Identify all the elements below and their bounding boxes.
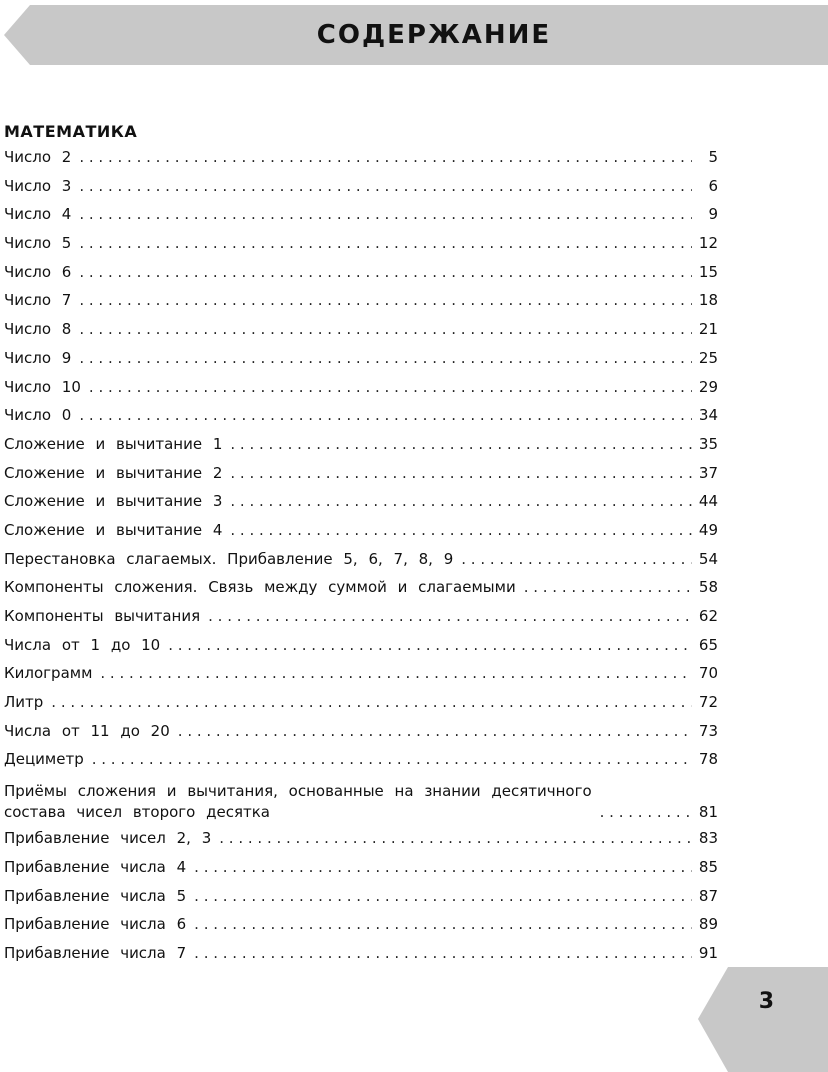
dot-leader: [524, 578, 692, 596]
toc-entry-add-7[interactable]: [4, 944, 718, 973]
dot-leader: [461, 550, 692, 568]
dot-leader: [79, 205, 692, 223]
toc-entry-addsub-2[interactable]: [4, 464, 718, 493]
dot-leader: [230, 464, 692, 482]
toc-entry-chislo-9[interactable]: [4, 349, 718, 378]
toc-entry-label: Число 7: [4, 291, 72, 310]
toc-entry-label: Сложение и вычитание 4: [4, 520, 223, 539]
dot-leader: [100, 664, 692, 682]
header-band: [0, 5, 828, 65]
page-corner: [698, 967, 828, 1072]
toc-entry-label: Литр: [4, 693, 44, 712]
page-number: 3: [758, 989, 774, 1014]
toc-entry-label: Прибавление числа 5: [4, 886, 187, 905]
toc-entry-page: 5: [708, 148, 718, 166]
toc-entry-label: Килограмм: [4, 664, 93, 683]
toc-entry-page: 54: [698, 549, 718, 568]
toc-entry-label: Компоненты сложения. Связь между суммой и слагаемыми: [4, 578, 516, 597]
toc-entry-label: Число 5: [4, 234, 72, 253]
toc-entry-label: Прибавление числа 6: [4, 915, 187, 934]
toc-entry-page: 62: [698, 607, 718, 625]
toc-entry-page: 6: [708, 176, 718, 195]
toc-entry-addsub-4[interactable]: [4, 521, 718, 550]
toc-entry-addsub-3[interactable]: [4, 492, 718, 521]
dot-leader: [600, 802, 692, 823]
toc-entry-label-line2: состава чисел второго десятка: [4, 803, 270, 822]
toc-entry-decimal-techniques[interactable]: [4, 779, 718, 829]
toc-entry-chislo-3[interactable]: [4, 177, 718, 206]
toc-entry-add-5[interactable]: [4, 887, 718, 916]
toc-entry-chislo-7[interactable]: [4, 291, 718, 320]
toc-entry-page: 44: [698, 492, 718, 511]
toc-entry-commutative[interactable]: [4, 550, 718, 579]
dot-leader: [194, 915, 692, 933]
dot-leader: [89, 378, 692, 396]
toc-entry-chislo-4[interactable]: [4, 205, 718, 234]
dot-leader: [79, 177, 692, 195]
toc-entry-label: Число 2: [4, 148, 72, 166]
toc-entry-page: 18: [698, 291, 718, 310]
toc-entry-page: 9: [708, 205, 718, 224]
toc-entry-page: 78: [698, 750, 718, 769]
toc-entry-numbers-11-20[interactable]: [4, 722, 718, 751]
dot-leader: [79, 263, 692, 281]
toc-entry-chislo-2[interactable]: [4, 148, 718, 177]
dot-leader: [230, 435, 692, 453]
toc-entry-label: Число 4: [4, 205, 72, 224]
dot-leader: [79, 406, 692, 424]
dot-leader: [219, 829, 692, 847]
toc-entry-page: 81: [698, 803, 718, 822]
dot-leader: [79, 291, 692, 309]
toc-entry-label: Число 3: [4, 176, 72, 195]
dot-leader: [168, 636, 692, 654]
toc-entry-chislo-6[interactable]: [4, 263, 718, 292]
toc-entry-page: 72: [698, 693, 718, 712]
toc-entry-liter[interactable]: [4, 693, 718, 722]
toc-entry-page: 85: [698, 857, 718, 876]
dot-leader: [230, 492, 692, 510]
dot-leader: [79, 234, 692, 252]
dot-leader: [194, 944, 692, 962]
toc-entry-page: 70: [698, 664, 718, 683]
toc-entry-label: Дециметр: [4, 750, 84, 769]
toc-entry-page: 25: [698, 348, 718, 367]
dot-leader: [230, 521, 692, 539]
toc-entry-decimeter[interactable]: [4, 750, 718, 779]
toc-entry-page: 87: [698, 886, 718, 905]
dot-leader: [92, 750, 692, 768]
dot-leader: [208, 607, 692, 625]
toc-entry-label: Число 6: [4, 262, 72, 281]
toc-entry-label: Сложение и вычитание 2: [4, 463, 223, 482]
toc-entry-label: Числа от 11 до 20: [4, 721, 170, 740]
table-of-contents: [4, 148, 718, 973]
toc-entry-page: 73: [698, 721, 718, 740]
page-title: СОДЕРЖАНИЕ: [316, 20, 552, 50]
toc-entry-page: 58: [698, 578, 718, 597]
toc-entry-label: Компоненты вычитания: [4, 607, 201, 625]
toc-entry-page: 12: [698, 234, 718, 253]
toc-entry-page: 29: [698, 377, 718, 396]
toc-entry-page: 34: [698, 406, 718, 425]
page-corner-shape: [698, 967, 828, 1072]
toc-entry-label: Числа от 1 до 10: [4, 635, 161, 654]
toc-entry-numbers-1-10[interactable]: [4, 636, 718, 665]
dot-leader: [178, 722, 692, 740]
dot-leader: [194, 887, 692, 905]
toc-entry-page: 91: [698, 943, 718, 962]
toc-entry-add-6[interactable]: [4, 915, 718, 944]
toc-entry-label: Прибавление числа 4: [4, 857, 187, 876]
toc-entry-addsub-1[interactable]: [4, 435, 718, 464]
toc-entry-addition-components[interactable]: [4, 578, 718, 607]
toc-entry-page: 21: [698, 320, 718, 339]
toc-entry-label: Сложение и вычитание 3: [4, 492, 223, 511]
toc-entry-page: 35: [698, 434, 718, 453]
toc-entry-label: Число 10: [4, 377, 81, 396]
dot-leader: [51, 693, 692, 711]
toc-entry-subtraction-components[interactable]: [4, 607, 718, 636]
toc-entry-add-2-3[interactable]: [4, 829, 718, 858]
toc-entry-label: Перестановка слагаемых. Прибавление 5, 6, 7, 8, 9: [4, 549, 454, 568]
toc-entry-chislo-8[interactable]: [4, 320, 718, 349]
toc-entry-page: 49: [698, 520, 718, 539]
toc-entry-page: 83: [698, 829, 718, 848]
toc-entry-label: Число 8: [4, 320, 72, 339]
toc-entry-label: Прибавление чисел 2, 3: [4, 829, 212, 848]
toc-entry-page: 37: [698, 463, 718, 482]
toc-entry-page: 15: [698, 262, 718, 281]
toc-entry-label: Сложение и вычитание 1: [4, 434, 223, 453]
toc-entry-page: 89: [698, 915, 718, 934]
toc-entry-kilogram[interactable]: [4, 664, 718, 693]
toc-entry-chislo-10[interactable]: [4, 378, 718, 407]
toc-entry-label: Число 9: [4, 348, 72, 367]
dot-leader: [79, 349, 692, 367]
toc-entry-label: Прибавление числа 7: [4, 943, 187, 962]
dot-leader: [194, 858, 692, 876]
toc-entry-chislo-0[interactable]: [4, 406, 718, 435]
section-title: МАТЕМАТИКА: [4, 122, 138, 141]
dot-leader: [79, 148, 692, 166]
toc-entry-page: 65: [698, 635, 718, 654]
toc-entry-add-4[interactable]: [4, 858, 718, 887]
dot-leader: [79, 320, 692, 338]
toc-entry-label-line1: Приёмы сложения и вычитания, основанные на знании десятичного: [4, 782, 592, 801]
toc-entry-label-wrap: [4, 781, 600, 823]
toc-entry-label: Число 0: [4, 406, 72, 425]
toc-entry-chislo-5[interactable]: [4, 234, 718, 263]
